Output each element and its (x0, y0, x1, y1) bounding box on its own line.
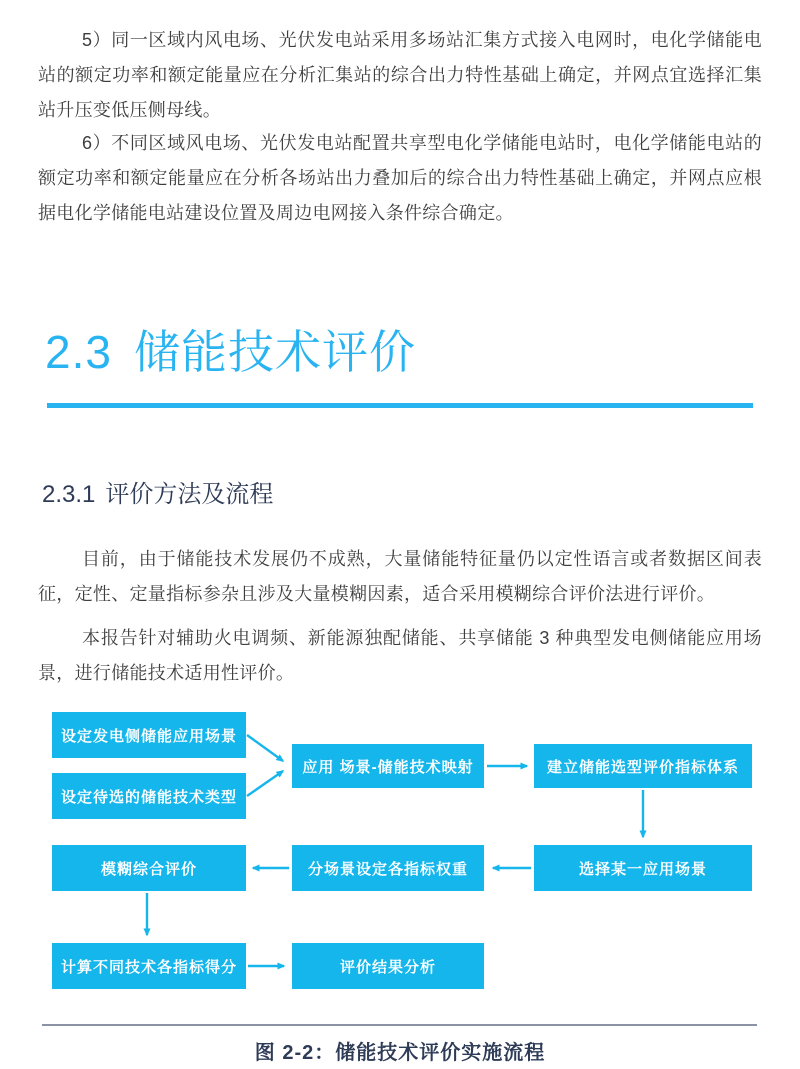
subsection-heading (42, 480, 273, 510)
section-heading (45, 324, 416, 380)
paragraph-clause-5: 5）同一区域内风电场、光伏发电站采用多场站汇集方式接入电网时，电化学储能电站的额定功率和额定能量应在分析汇集站的综合出力特性基础上确定，并网点宜选择汇集站升压变低压侧母线。 (38, 30, 762, 120)
flow-box-result-analysis: 评价结果分析 (292, 943, 484, 989)
paragraph-clause-6: 6）不同区域风电场、光伏发电站配置共享型电化学储能电站时，电化学储能电站的额定功率和额定能量应在分析各场站出力叠加后的综合出力特性基础上确定，并网点应根据电化学储能电站建设位置及周边电网接入条件综合确定。 (38, 133, 762, 223)
figure-caption: 图 2-2：储能技术评价实施流程 (254, 1042, 546, 1064)
flow-box-select-scenario: 选择某一应用场景 (534, 845, 752, 891)
flow-box-calc-scores: 计算不同技术各指标得分 (52, 943, 246, 989)
flow-box-mapping: 应用 场景-储能技术映射 (292, 744, 484, 788)
figure-divider (42, 1024, 757, 1026)
flow-box-set-tech: 设定待选的储能技术类型 (52, 773, 246, 819)
flowchart-figure (0, 705, 800, 1005)
flow-box-fuzzy-eval: 模糊综合评价 (52, 845, 246, 891)
subsection-number: 2.3.1 (42, 481, 96, 508)
flow-box-set-weights: 分场景设定各指标权重 (292, 845, 484, 891)
subsection-title: 评价方法及流程 (105, 481, 274, 508)
section-number: 2.3 (45, 326, 112, 378)
paragraph-method-intro: 目前，由于储能技术发展仍不成熟，大量储能特征量仍以定性语言或者数据区间表征，定性、定量指标参杂且涉及大量模糊因素，适合采用模糊综合评价法进行评价。 (38, 549, 762, 604)
section-heading-rule (47, 403, 753, 408)
flow-box-set-scenario: 设定发电侧储能应用场景 (52, 712, 246, 758)
section-title: 储能技术评价 (133, 326, 416, 378)
paragraph-report-scope: 本报告针对辅助火电调频、新能源独配储能、共享储能 3 种典型发电侧储能应用场景，进行储能技术适用性评价。 (38, 628, 762, 683)
flow-box-build-index: 建立储能选型评价指标体系 (534, 744, 752, 788)
